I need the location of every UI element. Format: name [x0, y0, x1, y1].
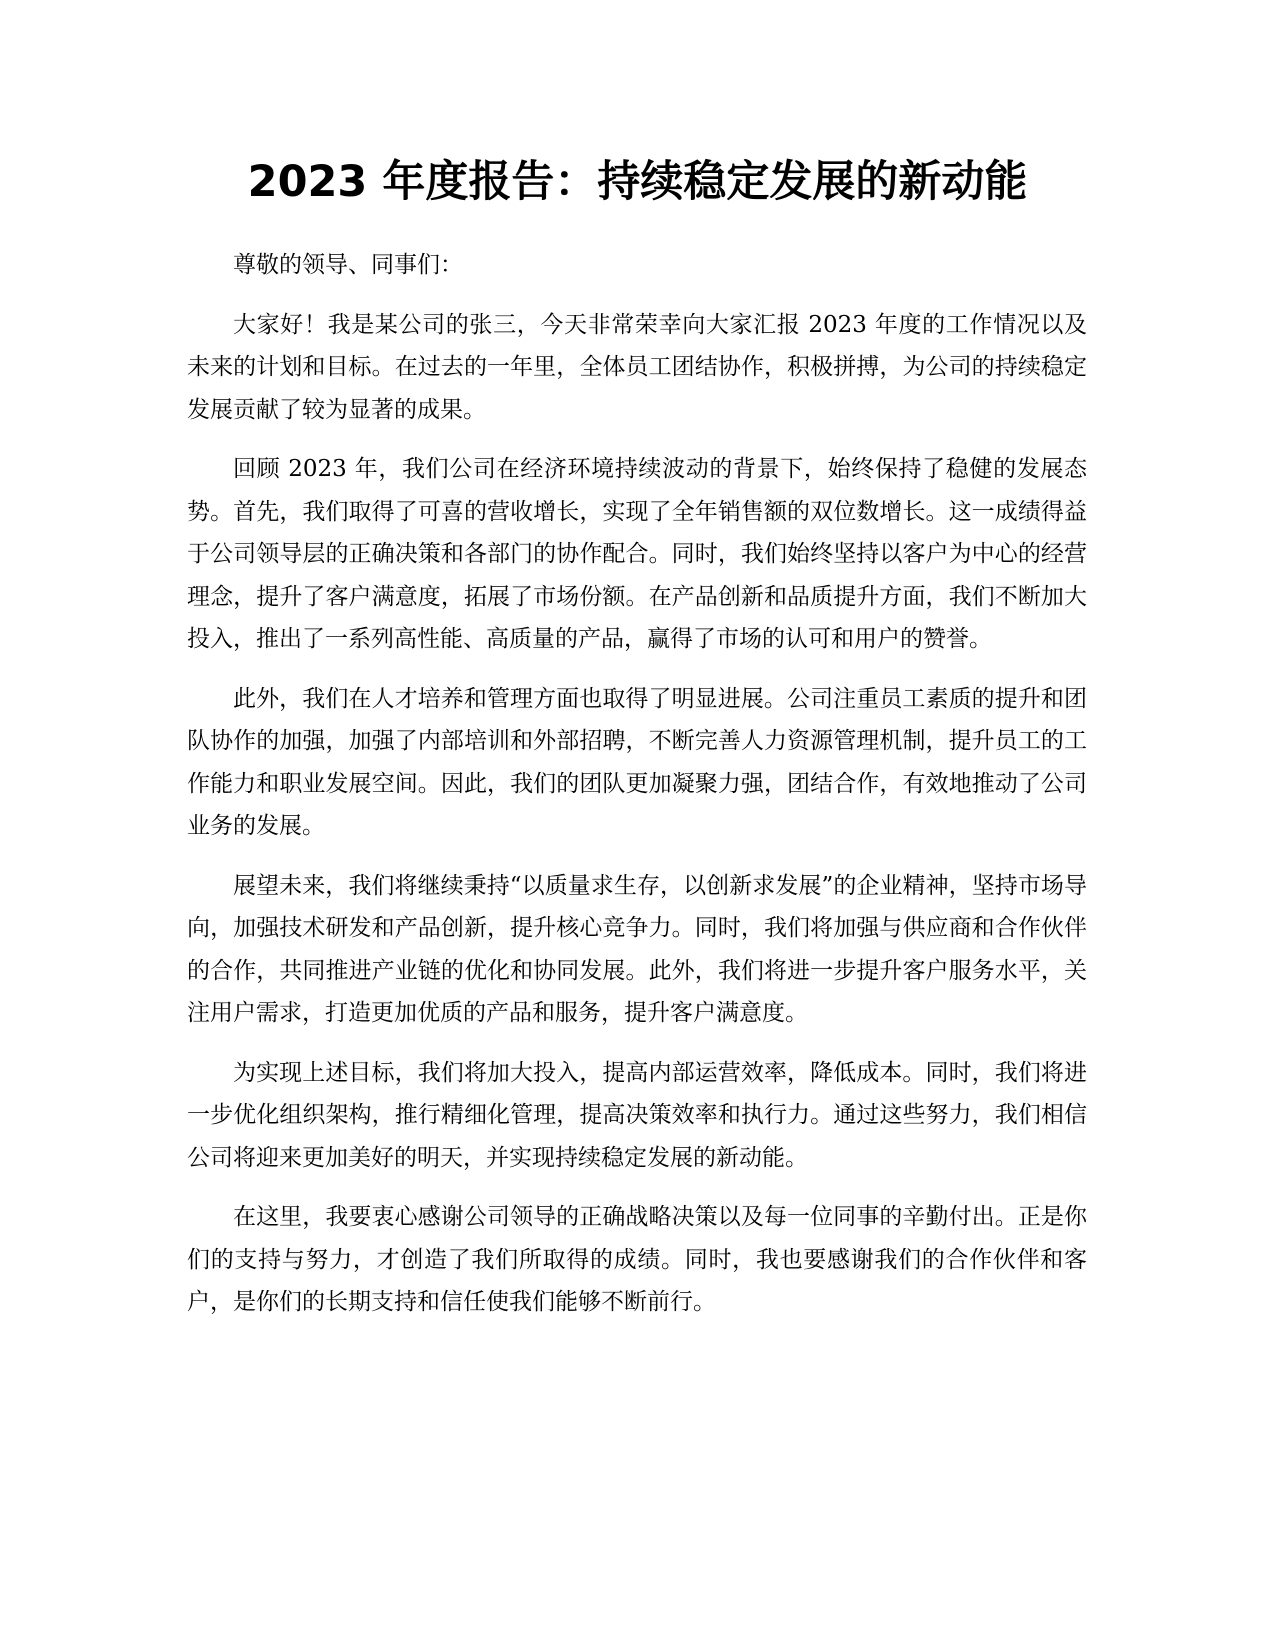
salutation-paragraph: 尊敬的领导、同事们：: [233, 252, 463, 278]
body-paragraph: 在这里，我要衷心感谢公司领导的正确战略决策以及每一位同事的辛勤付出。正是你们的支持与努力，才创造了我们所取得的成绩。同时，我也要感谢我们的合作伙伴和客户，是你们的长期支持和信任使我们能够不断前行。: [187, 1204, 1087, 1315]
body-paragraph: 回顾 2023 年，我们公司在经济环境持续波动的背景下，始终保持了稳健的发展态势。首先，我们取得了可喜的营收增长，实现了全年销售额的双位数增长。这一成绩得益于公司领导层的正确决策和各部门的协作配合。同时，我们始终坚持以客户为中心的经营理念，提升了客户满意度，拓展了市场份额。在产品创新和品质提升方面，我们不断加大投入，推出了一系列高性能、高质量的产品，赢得了市场的认可和用户的赞誉。: [187, 456, 1087, 652]
document-title: 2023 年度报告：持续稳定发展的新动能: [247, 157, 1028, 207]
body-paragraph: 展望未来，我们将继续秉持“以质量求生存，以创新求发展”的企业精神，坚持市场导向，加强技术研发和产品创新，提升核心竞争力。同时，我们将加强与供应商和合作伙伴的合作，共同推进产业链的优化和协同发展。此外，我们将进一步提升客户服务水平，关注用户需求，打造更加优质的产品和服务，提升客户满意度。: [187, 872, 1087, 1026]
body-paragraph: 为实现上述目标，我们将加大投入，提高内部运营效率，降低成本。同时，我们将进一步优化组织架构，推行精细化管理，提高决策效率和执行力。通过这些努力，我们相信公司将迎来更加美好的明天，并实现持续稳定发展的新动能。: [187, 1059, 1087, 1171]
body-paragraph: 此外，我们在人才培养和管理方面也取得了明显进展。公司注重员工素质的提升和团队协作的加强，加强了内部培训和外部招聘，不断完善人力资源管理机制，提升员工的工作能力和职业发展空间。因此，我们的团队更加凝聚力强，团结合作，有效地推动了公司业务的发展。: [187, 685, 1087, 839]
body-paragraph: 大家好！我是某公司的张三，今天非常荣幸向大家汇报 2023 年度的工作情况以及未来的计划和目标。在过去的一年里，全体员工团结协作，积极拼搏，为公司的持续稳定发展贡献了较为显著的成果。: [187, 311, 1087, 423]
document-body: [187, 244, 1087, 1341]
